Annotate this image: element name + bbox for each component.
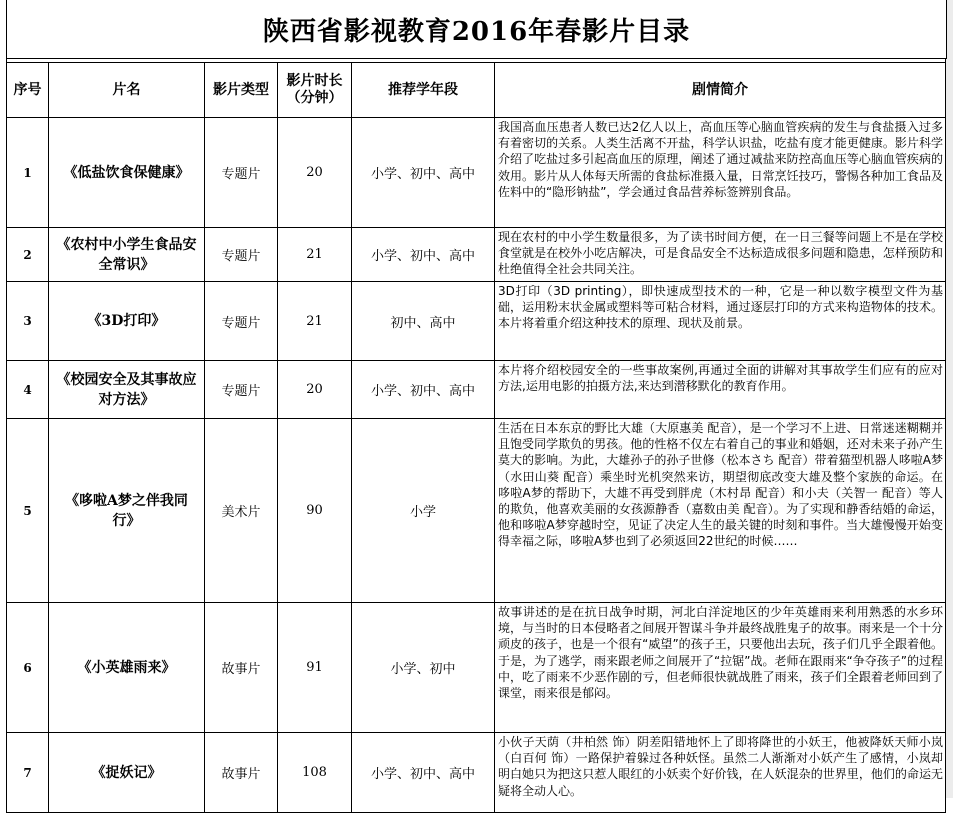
cell-name: 《校园安全及其事故应对方法》 <box>49 361 205 419</box>
cell-duration: 21 <box>278 282 352 361</box>
film-catalog-table <box>6 62 946 813</box>
table-row <box>7 603 946 733</box>
cell-type: 专题片 <box>205 361 278 419</box>
header-synopsis: 剧情简介 <box>495 63 946 118</box>
table-row <box>7 419 946 603</box>
header-index: 序号 <box>7 63 49 118</box>
cell-synopsis: 故事讲述的是在抗日战争时期，河北白洋淀地区的少年英雄雨来利用熟悉的水乡环境，与当时的日本侵略者之间展开智谋斗争并最终战胜鬼子的故事。雨来是一个十分顽皮的孩子，也是一个很有“威望”的孩子王，只要他出去玩，孩子们几乎全跟着他。于是，为了逃学，雨来跟老师之间展开了“拉锯”战。老师在跟雨来“争夺孩子”的过程中，吃了雨来不少恶作剧的亏，但老师很快就战胜了雨来，孩子们全跟着老师回到了课堂，雨来很是郁闷。 <box>495 603 946 733</box>
cell-duration: 21 <box>278 228 352 282</box>
cell-index: 1 <box>7 118 49 228</box>
cell-synopsis: 生活在日本东京的野比大雄（大原惠美 配音），是一个学习不上进、日常迷迷糊糊并且饱受同学欺负的男孩。他的性格不仅左右着自己的事业和婚姻，还对未来子孙产生莫大的影响。为此，大雄孙子的孙子世修（松本さち 配音）带着猫型机器人哆啦A梦（水田山葵 配音）乘坐时光机突然来访，期望彻底改变大雄及整个家族的命运。在哆啦A梦的帮助下，大雄不再受到胖虎（木村昂 配音）和小夫（关智一 配音）等人的欺负，他喜欢美丽的女孩源静香（嘉数由美 配音）。为了实现和静香结婚的命运，他和哆啦A梦穿越时空，见证了决定人生的最关键的时刻和事件。当大雄慢慢开始变得幸福之际，哆啦A梦也到了必须返回22世纪的时候…… <box>495 419 946 603</box>
cell-type: 美术片 <box>205 419 278 603</box>
table-row <box>7 733 946 813</box>
cell-name: 《3D打印》 <box>49 282 205 361</box>
header-duration-text: 影片时长（分钟） <box>286 73 343 106</box>
table-row <box>7 282 946 361</box>
cell-stage: 小学、初中、高中 <box>352 118 495 228</box>
cell-stage: 小学、初中、高中 <box>352 733 495 813</box>
cell-type: 故事片 <box>205 603 278 733</box>
header-stage: 推荐学年段 <box>352 63 495 118</box>
cell-duration: 20 <box>278 361 352 419</box>
cell-duration: 90 <box>278 419 352 603</box>
cell-duration: 108 <box>278 733 352 813</box>
cell-type: 故事片 <box>205 733 278 813</box>
right-scroll-strip <box>945 0 953 798</box>
header-type: 影片类型 <box>205 63 278 118</box>
cell-name: 《哆啦A梦之伴我同行》 <box>49 419 205 603</box>
cell-synopsis: 现在农村的中小学生数量很多，为了读书时间方便，在一日三餐等问题上不是在学校食堂就是在校外小吃店解决，可是食品安全不达标造成很多问题和隐患，怎样预防和杜绝值得全社会共同关注。 <box>495 228 946 282</box>
cell-index: 2 <box>7 228 49 282</box>
page-title <box>6 0 947 59</box>
cell-stage: 小学、初中 <box>352 603 495 733</box>
header-row <box>7 63 946 118</box>
cell-name: 《农村中小学生食品安全常识》 <box>49 228 205 282</box>
table-row <box>7 361 946 419</box>
cell-stage: 小学 <box>352 419 495 603</box>
cell-index: 6 <box>7 603 49 733</box>
cell-type: 专题片 <box>205 282 278 361</box>
table-row <box>7 228 946 282</box>
page-title-text: 陕西省影视教育2016年春影片目录 <box>262 16 691 47</box>
cell-synopsis: 3D打印（3D printing），即快速成型技术的一种，它是一种以数字模型文件为基础，运用粉末状金属或塑料等可粘合材料，通过逐层打印的方式来构造物体的技术。本片将着重介绍这种技术的原理、现状及前景。 <box>495 282 946 361</box>
cell-name: 《捉妖记》 <box>49 733 205 813</box>
cell-type: 专题片 <box>205 118 278 228</box>
cell-name: 《小英雄雨来》 <box>49 603 205 733</box>
cell-name: 《低盐饮食保健康》 <box>49 118 205 228</box>
header-name: 片名 <box>49 63 205 118</box>
cell-stage: 初中、高中 <box>352 282 495 361</box>
cell-stage: 小学、初中、高中 <box>352 361 495 419</box>
cell-index: 4 <box>7 361 49 419</box>
cell-index: 7 <box>7 733 49 813</box>
cell-index: 5 <box>7 419 49 603</box>
cell-synopsis: 小伙子天荫（井柏然 饰）阴差阳错地怀上了即将降世的小妖王，他被降妖天师小岚（白百何 饰）一路保护着躲过各种妖怪。虽然二人渐渐对小妖产生了感情，小岚却明白她只为把这只惹人眼红的小妖卖个好价钱，在人妖混杂的世界里，他们的命运无疑将全动人心。 <box>495 733 946 813</box>
table-row <box>7 118 946 228</box>
cell-index: 3 <box>7 282 49 361</box>
cell-type: 专题片 <box>205 228 278 282</box>
cell-duration: 20 <box>278 118 352 228</box>
cell-duration: 91 <box>278 603 352 733</box>
header-duration <box>278 63 352 118</box>
cell-stage: 小学、初中、高中 <box>352 228 495 282</box>
cell-synopsis: 我国高血压患者人数已达2亿人以上，高血压等心脑血管疾病的发生与食盐摄入过多有着密切的关系。人类生活离不开盐，科学认识盐，吃盐有度才能更健康。影片科学介绍了吃盐过多引起高血压的原理，阐述了通过减盐来防控高血压等心脑血管疾病的效用。影片从人体每天所需的食盐标准摄入量，日常烹饪技巧，警惕各种加工食品及佐料中的“隐形钠盐”，学会通过食品营养标签辨别食品。 <box>495 118 946 228</box>
cell-synopsis: 本片将介绍校园安全的一些事故案例,再通过全面的讲解对其事故学生们应有的应对方法,运用电影的拍摄方法,来达到潜移默化的教育作用。 <box>495 361 946 419</box>
